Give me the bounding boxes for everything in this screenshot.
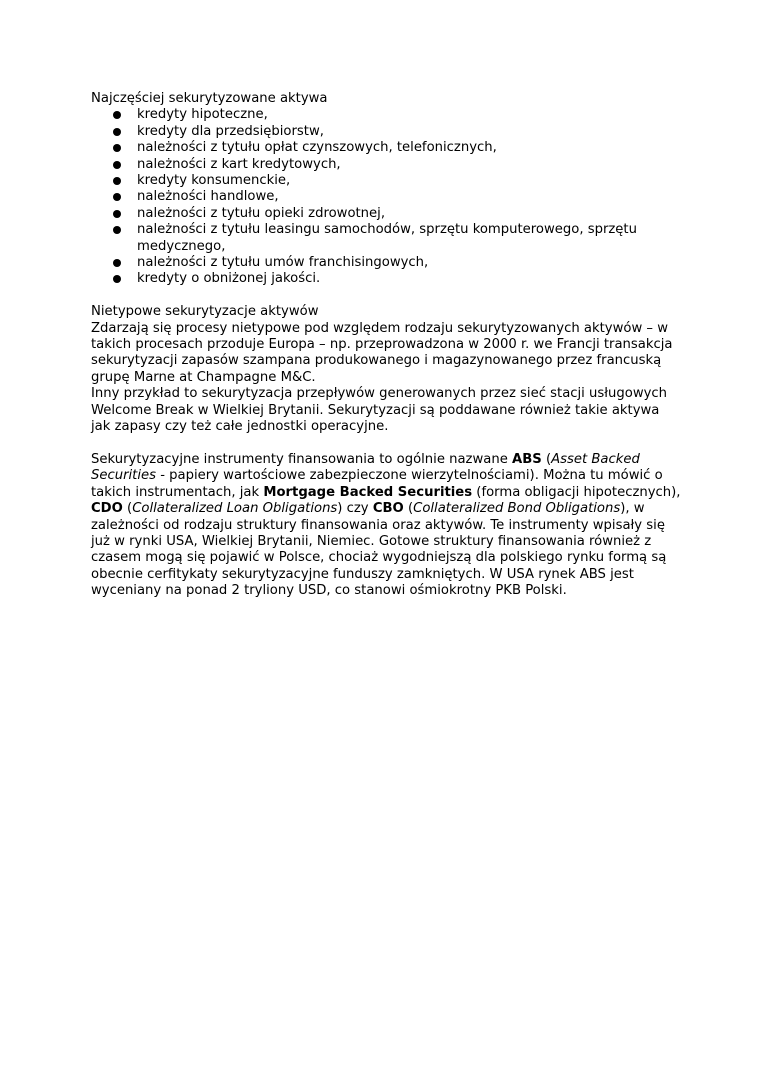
list-item: [91, 271, 681, 287]
bullet-icon: [113, 177, 121, 185]
bullet-icon: [113, 259, 121, 267]
text-run: ) czy: [337, 501, 373, 517]
bullet-icon: [113, 111, 121, 119]
section-heading-securitized-assets: Najczęściej sekurytyzowane aktywa: [91, 91, 328, 106]
list-item: [91, 189, 681, 205]
bullet-icon: [113, 128, 121, 136]
term-mbs: Mortgage Backed Securities: [263, 484, 473, 500]
paragraph-atypical-processes: Zdarzają się procesy nietypowe pod względem rodzaju sekurytyzowanych aktywów – w takich procesach przoduje Europa – np. przeprowadzona w 2000 r. we Francji transakcja sekurytyzacji zapasów szampana produkowanego i magazynowanego przez francuską grupę Marne at Champagne M&C.: [91, 320, 673, 385]
term-cbo-full: Collateralized Bond Obligations: [413, 501, 621, 517]
list-item-text: należności z tytułu leasingu samochodów, sprzętu komputerowego, sprzętu medycznego,: [137, 222, 637, 254]
list-item: [91, 255, 681, 271]
list-item: [91, 222, 681, 255]
bullet-icon: [113, 275, 121, 283]
section-heading-atypical-securitization: Nietypowe sekurytyzacje aktywów: [91, 304, 319, 320]
list-item-text: kredyty hipoteczne,: [137, 107, 268, 123]
blank-line: [91, 436, 681, 452]
list-item: [91, 140, 681, 156]
list-item-text: należności z tytułu opieki zdrowotnej,: [137, 205, 386, 221]
list-item-text: należności handlowe,: [137, 189, 279, 205]
blank-line: [91, 288, 681, 304]
bullet-icon: [113, 144, 121, 152]
list-item-text: należności z tytułu opłat czynszowych, telefonicznych,: [137, 140, 497, 156]
paragraph-welcome-break-example: Inny przykład to sekurytyzacja przepływów generowanych przez sieć stacji usługowych Welcome Break w Wielkiej Brytanii. Sekurytyzacji są poddawane również takie aktywa jak zapasy czy też całe jednostki operacyjne.: [91, 386, 668, 435]
asset-list: [91, 107, 681, 287]
list-item-text: należności z kart kredytowych,: [137, 156, 341, 172]
term-cdo: CDO: [91, 501, 123, 517]
term-cbo: CBO: [372, 501, 404, 517]
term-abs-full: Asset Backed Securities: [91, 451, 640, 484]
text-run: (: [403, 501, 414, 517]
bullet-icon: [113, 161, 121, 169]
list-item-text: należności z tytułu umów franchisingowych,: [137, 255, 429, 271]
text-run: (: [122, 501, 133, 517]
bullet-icon: [113, 193, 121, 201]
list-item: [91, 107, 681, 123]
list-item: [91, 173, 681, 189]
text-run: - papiery wartościowe zabezpieczone wierzytelnościami). Można tu mówić o takich instrumentach, jak: [91, 468, 663, 500]
term-cdo-full: Collateralized Loan Obligations: [132, 501, 338, 517]
list-item: [91, 124, 681, 140]
bullet-icon: [113, 226, 121, 234]
document-page: [91, 91, 681, 600]
text-run: ), w zależności od rodzaju struktury finansowania oraz aktywów. Te instrumenty wpisały się już w rynki USA, Wielkiej Brytanii, Niemiec. Gotowe struktury finansowania również z czasem mogą się pojawić w Polsce, chociaż wygodniejszą dla polskiego rynku formą są obecnie cerfitykaty sekurytyzacyjne funduszy zamkniętych. W USA rynek ABS jest wyceniany na ponad 2 tryliony USD, co stanowi ośmiokrotny PKB Polski.: [91, 501, 667, 599]
bullet-icon: [113, 210, 121, 218]
text-run: (forma obligacji hipotecznych),: [472, 484, 681, 500]
term-abs: ABS: [512, 451, 542, 467]
list-item-text: kredyty konsumenckie,: [137, 173, 291, 189]
text-run: Sekurytyzacyjne instrumenty finansowania to ogólnie nazwane: [91, 451, 513, 467]
list-item-text: kredyty dla przedsiębiorstw,: [137, 123, 324, 139]
paragraph-securitization-instruments: [91, 452, 681, 600]
text-run: (: [541, 451, 552, 467]
list-item: [91, 206, 681, 222]
list-item: [91, 157, 681, 173]
list-item-text: kredyty o obniżonej jakości.: [137, 271, 321, 287]
